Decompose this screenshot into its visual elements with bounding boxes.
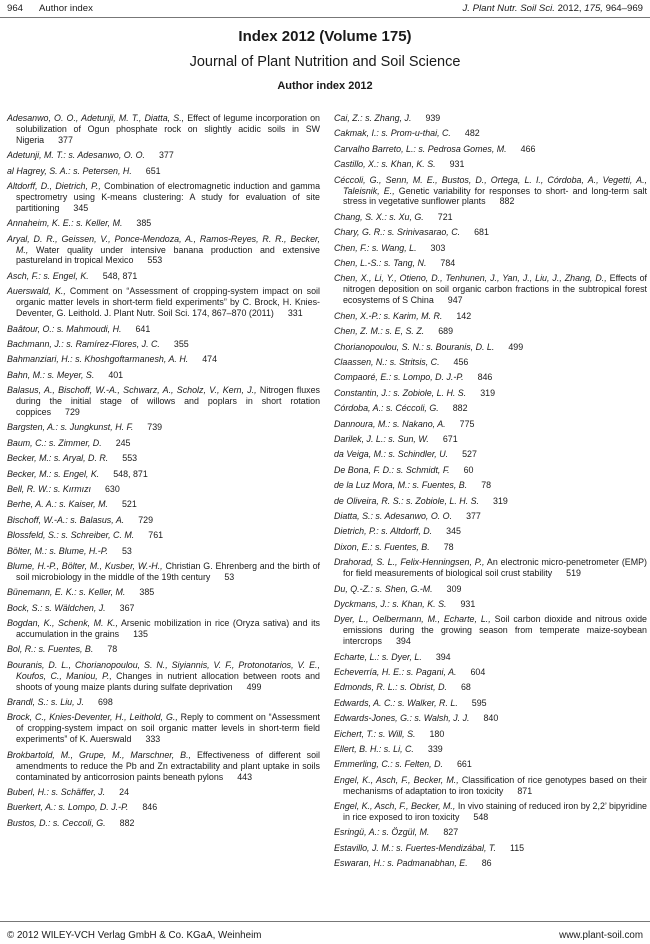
index-entry <box>334 599 647 610</box>
index-entry <box>334 175 647 208</box>
entry-authors: De Bona, F. D.: s. Schmidt, F. <box>334 464 450 475</box>
index-entry <box>7 453 320 464</box>
entry-authors: Brandl, S.: s. Liu, J. <box>7 697 84 708</box>
index-entry <box>7 385 320 418</box>
entry-page: 377 <box>58 134 73 145</box>
index-entry <box>7 218 320 229</box>
index-entry <box>334 388 647 399</box>
index-entry <box>334 496 647 507</box>
entry-authors: Brock, C., Knies-Deventer, H., Leithold, G., <box>7 712 178 723</box>
index-entry <box>7 499 320 510</box>
entry-page: 394 <box>435 651 451 662</box>
entry-authors: Bahmanziari, H.: s. Khoshgoftarmanesh, A. H. <box>7 354 189 365</box>
journal-citation <box>463 2 644 15</box>
entry-authors: Becker, M.: s. Aryal, D. R. <box>7 453 109 464</box>
index-entry <box>7 354 320 365</box>
entry-page: 355 <box>173 338 189 349</box>
entry-page: 630 <box>105 483 120 494</box>
index-entry <box>7 234 320 267</box>
entry-page: 729 <box>65 406 80 417</box>
index-entry <box>334 243 647 254</box>
entry-page: 86 <box>481 858 492 869</box>
index-entry <box>334 775 647 797</box>
index-entry <box>7 370 320 381</box>
index-entry <box>334 258 647 269</box>
entry-authors: Auerswald, K., <box>7 286 66 297</box>
entry-authors: Adesanwo, O. O., Adetunji, M. T., Diatta, S., <box>7 113 185 123</box>
index-entry <box>334 357 647 368</box>
entry-authors: Engel, K., Asch, F., Becker, M., <box>334 774 459 785</box>
entry-page: 651 <box>145 165 161 176</box>
entry-page: 377 <box>158 150 174 161</box>
entry-title: Effectiveness of different soil amendments to reduce the Pb and Zn extractability and plant uptake in soils contaminated by anticorrosion paints beneath pylons <box>16 749 320 782</box>
entry-authors: Buberl, H.: s. Schäffer, J. <box>7 786 106 797</box>
entry-authors: de Oliveira, R. S.: s. Zobiole, L. H. S. <box>334 495 480 506</box>
entry-page: 595 <box>471 697 487 708</box>
entry-page: 939 <box>425 113 441 123</box>
entry-authors: Constantin, J.: s. Zobiole, L. H. S. <box>334 387 467 398</box>
entry-title: Christian G. Ehrenberg and the birth of soil microbiology in the middle of the 19th century <box>16 561 321 582</box>
index-entry <box>7 697 320 708</box>
entry-page: 345 <box>73 202 89 213</box>
entry-page: 775 <box>459 418 475 429</box>
index-entry <box>7 546 320 557</box>
entry-page: 521 <box>121 499 137 510</box>
entry-authors: Bustos, D.: s. Ceccoli, G. <box>7 817 106 828</box>
entry-page: 367 <box>119 602 135 613</box>
index-entry <box>334 311 647 322</box>
entry-title: Nitrogen fluxes during the initial stage of willows and poplars in short rotation coppices <box>16 385 320 417</box>
entry-authors: Adetunji, M. T.: s. Adesanwo, O. O. <box>7 150 145 161</box>
copyright-notice: © 2012 WILEY-VCH Verlag GmbH & Co. KGaA, Weinheim <box>7 930 262 941</box>
index-entry <box>334 729 647 740</box>
entry-title: Soil carbon dioxide and nitrous oxide emissions during the growing season from temperate maize-soybean intercrops <box>343 614 647 647</box>
entry-page: 68 <box>460 682 471 693</box>
entry-page: 339 <box>427 743 443 754</box>
header-rule <box>0 17 650 18</box>
index-entry <box>7 561 320 583</box>
entry-authors: Aryal, D. R., Geissen, V., Ponce-Mendoza, A., Ramos-Reyes, R. R., Becker, M., <box>7 233 320 255</box>
index-entry <box>7 166 320 177</box>
entry-page: 499 <box>246 681 262 692</box>
entry-authors: Echarte, L.: s. Dyer, L. <box>334 651 422 662</box>
index-entry <box>7 181 320 214</box>
index-entry <box>334 667 647 678</box>
index-entry <box>7 150 320 161</box>
index-entry <box>7 286 320 319</box>
journal-name: J. Plant Nutr. Soil Sci. <box>462 3 555 14</box>
entry-page: 681 <box>474 227 489 238</box>
index-entry <box>334 744 647 755</box>
entry-authors: Dyckmans, J.: s. Khan, K. S. <box>334 598 447 609</box>
entry-authors: Bol, R.: s. Fuentes, B. <box>7 644 94 655</box>
entry-authors: Dannoura, M.: s. Nakano, A. <box>334 418 446 429</box>
index-entry <box>7 644 320 655</box>
entry-authors: Bock, S.: s. Wäldchen, J. <box>7 602 106 613</box>
entry-authors: Chen, X.-P.: s. Karim, M. R. <box>334 310 443 321</box>
entry-authors: Cai, Z.: s. Zhang, J. <box>334 113 412 123</box>
entry-page: 882 <box>452 403 468 414</box>
entry-authors: Edwards, A. C.: s. Walker, R. L. <box>334 697 458 708</box>
entry-authors: Estavillo, J. M.: s. Fuertes-Mendizábal, T. <box>334 842 496 853</box>
entry-title: An electronic micro-penetrometer (EMP) for field measurements of biological soil crust stability <box>343 557 647 579</box>
entry-title: Classification of rice genotypes based on their mechanisms of adaptation to iron toxicity <box>343 774 647 796</box>
entry-page: 553 <box>122 453 138 464</box>
entry-page: 474 <box>202 354 218 365</box>
entry-page: 345 <box>446 526 461 537</box>
index-entry <box>7 484 320 495</box>
journal-year: 2012, <box>557 3 582 14</box>
entry-page: 882 <box>499 196 515 207</box>
entry-page: 319 <box>493 495 508 506</box>
entry-page: 548, 871 <box>102 270 138 281</box>
entry-title: Comment on “Assessment of cropping-system impact on soil organic matter levels in short-term field experiments” by C. Brock, H. Knies-Deventer, G. Leithold. J. Plant Nutr. Soil Sci. 174, 867–870 (2011) <box>16 286 320 319</box>
journal-pages: 964–969 <box>605 3 643 14</box>
entry-title: Effect of legume incorporation on solubilization of Ogun phosphate rock on slightly acidic soils in SW Nigeria <box>16 113 320 145</box>
entry-page: 331 <box>287 308 303 319</box>
entry-page: 303 <box>430 242 446 253</box>
journal-volume: 175, <box>584 3 603 14</box>
entry-authors: Eichert, T.: s. Will, S. <box>334 728 416 739</box>
entry-page: 466 <box>520 143 536 154</box>
entry-title: Reply to comment on “Assessment of cropping-system impact on soil organic matter levels in short-term field experiments” of K. Auerswald <box>16 712 320 745</box>
entry-page: 729 <box>138 514 154 525</box>
index-entry <box>334 557 647 579</box>
entry-authors: Berhe, A. A.: s. Kaiser, M. <box>7 499 108 510</box>
index-entry <box>7 660 320 693</box>
index-entry <box>334 511 647 522</box>
index-entry <box>7 787 320 798</box>
entry-authors: Becker, M.: s. Engel, K. <box>7 468 100 479</box>
entry-page: 698 <box>97 697 113 708</box>
entry-authors: Altdorff, D., Dietrich, P., <box>7 181 101 192</box>
entry-authors: Eswaran, H.: s. Padmanabhan, E. <box>334 858 468 869</box>
entry-authors: Chen, L.-S.: s. Tang, N. <box>334 258 427 269</box>
entry-authors: Ellert, B. H.: s. Li, C. <box>334 743 414 754</box>
entry-authors: Bouranis, D. L., Chorianopoulou, S. N., Siyiannis, V. F., Protonotarios, V. E., Koufos, C., Maniou, P., <box>7 659 320 681</box>
entry-page: 548, 871 <box>113 468 148 479</box>
entry-page: 931 <box>449 159 465 170</box>
entry-page: 78 <box>481 480 492 491</box>
index-entry <box>334 434 647 445</box>
entry-authors: Bell, R. W.: s. Kırmızı <box>7 483 91 494</box>
index-entry <box>334 652 647 663</box>
entry-page: 689 <box>438 326 454 337</box>
entry-authors: Emmerling, C.: s. Felten, D. <box>334 759 443 770</box>
entry-authors: Claassen, N.: s. Stritsis, C. <box>334 356 440 367</box>
index-entry <box>334 858 647 869</box>
entry-page: 53 <box>121 545 132 556</box>
entry-page: 846 <box>142 802 158 813</box>
entry-authors: Engel, K., Asch, F., Becker, M., <box>334 801 456 812</box>
entry-authors: Balasus, A., Bischoff, W.-A., Schwarz, A., Scholz, V., Kern, J., <box>7 385 257 396</box>
index-entry <box>334 144 647 155</box>
entry-page: 385 <box>136 218 152 229</box>
entry-authors: Bahn, M.: s. Meyer, S. <box>7 369 95 380</box>
entry-page: 142 <box>456 310 472 321</box>
index-entry <box>334 614 647 647</box>
entry-page: 115 <box>509 842 525 853</box>
entry-authors: Buerkert, A.: s. Lompo, D. J.-P. <box>7 802 129 813</box>
entry-authors: Bölter, M.: s. Blume, H.-P. <box>7 545 108 556</box>
index-entry <box>7 113 320 146</box>
index-entry <box>334 801 647 823</box>
entry-page: 385 <box>139 587 155 598</box>
entry-authors: Diatta, S.: s. Adesanwo, O. O. <box>334 510 453 521</box>
entry-page: 604 <box>470 666 486 677</box>
entry-authors: Céccoli, G., Senn, M. E., Bustos, D., Ortega, L. I., Córdoba, A., Vegetti, A., Taleisnik, E., <box>334 174 647 196</box>
entry-title: Combination of electromagnetic induction and gamma spectrometry using K-means clustering: A study for evaluation of site partitioning <box>16 181 321 213</box>
entry-page: 553 <box>147 255 163 266</box>
entry-authors: Dyer, L., Oelbermann, M., Echarte, L., <box>334 614 491 625</box>
index-entry <box>7 469 320 480</box>
index-entry <box>7 603 320 614</box>
left-column <box>7 113 320 833</box>
index-entry <box>7 271 320 282</box>
entry-page: 499 <box>508 341 524 352</box>
entry-authors: Cakmak, I.: s. Prom-u-thai, C. <box>334 128 451 139</box>
entry-page: 78 <box>107 644 118 655</box>
entry-page: 739 <box>147 422 163 433</box>
entry-page: 641 <box>135 323 151 334</box>
index-entry <box>7 750 320 783</box>
entry-page: 827 <box>443 827 459 838</box>
entry-page: 661 <box>457 759 472 770</box>
index-entry <box>334 698 647 709</box>
entry-authors: Baâtour, O.: s. Mahmoudi, H. <box>7 323 122 334</box>
entry-title: Changes in nutrient allocation between roots and shoots of young maize plants during sulfate deprivation <box>16 670 320 692</box>
entry-authors: Drahorad, S. L., Felix-Henningsen, P., <box>334 557 485 568</box>
entry-authors: Bogdan, K., Schenk, M. K., <box>7 618 118 629</box>
index-entry <box>334 326 647 337</box>
entry-authors: Carvalho Barreto, L.: s. Pedrosa Gomes, M. <box>334 143 507 154</box>
entry-page: 135 <box>133 629 148 640</box>
entry-authors: Chen, Z. M.: s. E, S. Z. <box>334 326 425 337</box>
entry-page: 319 <box>480 387 496 398</box>
entry-page: 394 <box>395 636 411 647</box>
index-entry <box>334 212 647 223</box>
entry-page: 721 <box>437 211 453 222</box>
entry-authors: Bargsten, A.: s. Jungkunst, H. F. <box>7 422 134 433</box>
entry-authors: de la Luz Mora, M.: s. Fuentes, B. <box>334 480 468 491</box>
index-entry <box>7 438 320 449</box>
entry-page: 333 <box>145 734 161 745</box>
entry-page: 443 <box>237 771 253 782</box>
index-entry <box>7 324 320 335</box>
entry-authors: Bachmann, J.: s. Ramírez-Flores, J. C. <box>7 338 160 349</box>
index-entry <box>7 818 320 829</box>
page-number: 964 <box>7 3 24 14</box>
entry-authors: da Veiga, M.: s. Schindler, U. <box>334 449 449 460</box>
entry-authors: Dietrich, P.: s. Altdorff, D. <box>334 526 433 537</box>
entry-authors: Compaoré, E.: s. Lompo, D. J.-P. <box>334 372 464 383</box>
entry-authors: Chary, G. R.: s. Srinivasarao, C. <box>334 227 461 238</box>
entry-authors: Echeverría, H. E.: s. Pagani, A. <box>334 666 457 677</box>
entry-page: 519 <box>566 568 581 579</box>
page-footer <box>7 922 643 944</box>
entry-authors: Darilek, J. L.: s. Sun, W. <box>334 433 429 444</box>
entry-page: 401 <box>108 369 124 380</box>
index-entry <box>7 530 320 541</box>
entry-page: 245 <box>115 437 131 448</box>
index-entry <box>334 342 647 353</box>
entry-page: 24 <box>119 786 130 797</box>
entry-authors: Córdoba, A.: s. Céccoli, G. <box>334 403 439 414</box>
entry-authors: Bünemann, E. K.: s. Keller, M. <box>7 587 126 598</box>
index-entry <box>334 480 647 491</box>
index-entry <box>334 372 647 383</box>
entry-authors: Brokbartold, M., Grupe, M., Marschner, B., <box>7 749 192 760</box>
index-entry <box>334 128 647 139</box>
entry-page: 456 <box>453 356 469 367</box>
section-title: Author index 2012 <box>277 80 373 92</box>
entry-title: In vivo staining of reduced iron by 2,2’ bipyridine in rice exposed to iron toxicity <box>343 801 647 822</box>
section-name: Author index <box>39 3 93 14</box>
entry-authors: Asch, F.: s. Engel, K. <box>7 270 89 281</box>
index-entry <box>334 113 647 124</box>
entry-page: 871 <box>517 785 533 796</box>
website-link[interactable]: www.plant-soil.com <box>559 930 643 941</box>
entry-authors: Chen, F.: s. Wang, L. <box>334 242 417 253</box>
entry-page: 309 <box>446 583 462 594</box>
right-column <box>334 113 647 874</box>
entry-authors: Chorianopoulou, S. N.: s. Bouranis, D. L. <box>334 341 495 352</box>
index-entry <box>334 159 647 170</box>
entry-page: 482 <box>464 128 480 139</box>
entry-authors: Edwards-Jones, G.: s. Walsh, J. J. <box>334 713 470 724</box>
entry-page: 180 <box>429 728 445 739</box>
entry-page: 761 <box>148 530 164 541</box>
index-entry <box>7 515 320 526</box>
entry-title: Effects of nitrogen deposition on soil organic carbon fractions in the subtropical forest ecosystems of S China <box>343 273 647 306</box>
entry-page: 947 <box>447 295 463 306</box>
index-entry <box>334 273 647 306</box>
index-entry <box>334 584 647 595</box>
entry-authors: Dixon, E.: s. Fuentes, B. <box>334 541 430 552</box>
index-entry <box>334 403 647 414</box>
index-entry <box>334 465 647 476</box>
entry-authors: Castillo, X.: s. Khan, K. S. <box>334 159 436 170</box>
index-entry <box>7 802 320 813</box>
index-entry <box>7 712 320 745</box>
entry-page: 527 <box>462 449 477 460</box>
index-entry <box>334 542 647 553</box>
index-entry <box>7 422 320 433</box>
index-entry <box>334 827 647 838</box>
entry-authors: Bischoff, W.-A.: s. Balasus, A. <box>7 514 125 525</box>
entry-title: Water quality under intensive banana production and extensive pastureland in tropical Mexico <box>16 244 320 266</box>
index-entry <box>7 587 320 598</box>
index-entry <box>334 759 647 770</box>
entry-authors: Annaheim, K. E.: s. Keller, M. <box>7 218 123 229</box>
entry-authors: Baum, C.: s. Zimmer, D. <box>7 437 102 448</box>
page-title: Index 2012 (Volume 175) <box>238 28 412 45</box>
entry-title: Arsenic mobilization in rice (Oryza sativa) and its accumulation in the grains <box>16 618 320 640</box>
entry-authors: Du, Q.-Z.: s. Shen, G.-M. <box>334 583 433 594</box>
entry-title: Genetic variability for responses to short- and long-term salt stress in vegetative sunflower plants <box>343 185 647 207</box>
index-entry <box>334 449 647 460</box>
entry-authors: al Hagrey, S. A.: s. Petersen, H. <box>7 165 132 176</box>
index-entry <box>334 682 647 693</box>
entry-page: 78 <box>443 541 454 552</box>
running-header <box>7 0 643 17</box>
entry-page: 60 <box>463 464 474 475</box>
index-entry <box>334 227 647 238</box>
entry-page: 377 <box>466 510 481 521</box>
entry-page: 53 <box>224 571 235 582</box>
entry-page: 840 <box>483 713 499 724</box>
index-entry <box>7 339 320 350</box>
entry-page: 784 <box>440 258 456 269</box>
entry-authors: Edmonds, R. L.: s. Obrist, D. <box>334 682 447 693</box>
entry-authors: Blume, H.-P., Bölter, M., Kusber, W.-H., <box>7 561 163 571</box>
entry-authors: Chen, X., Li, Y., Otieno, D., Tenhunen, J., Yan, J., Liu, J., Zhang, D., <box>334 273 607 284</box>
index-entry <box>334 713 647 724</box>
entry-authors: Blossfeld, S.: s. Schreiber, C. M. <box>7 530 135 541</box>
journal-title: Journal of Plant Nutrition and Soil Science <box>189 54 461 70</box>
index-entry <box>7 618 320 640</box>
entry-page: 548 <box>473 812 489 822</box>
entry-page: 931 <box>460 598 476 609</box>
entry-page: 882 <box>119 817 135 828</box>
entry-authors: Chang, S. X.: s. Xu, G. <box>334 211 424 222</box>
index-entry <box>334 843 647 854</box>
index-entry <box>334 419 647 430</box>
index-entry <box>334 526 647 537</box>
entry-authors: Esringü, A.: s. Özgül, M. <box>334 827 430 838</box>
entry-page: 671 <box>442 433 458 444</box>
entry-page: 846 <box>477 372 493 383</box>
